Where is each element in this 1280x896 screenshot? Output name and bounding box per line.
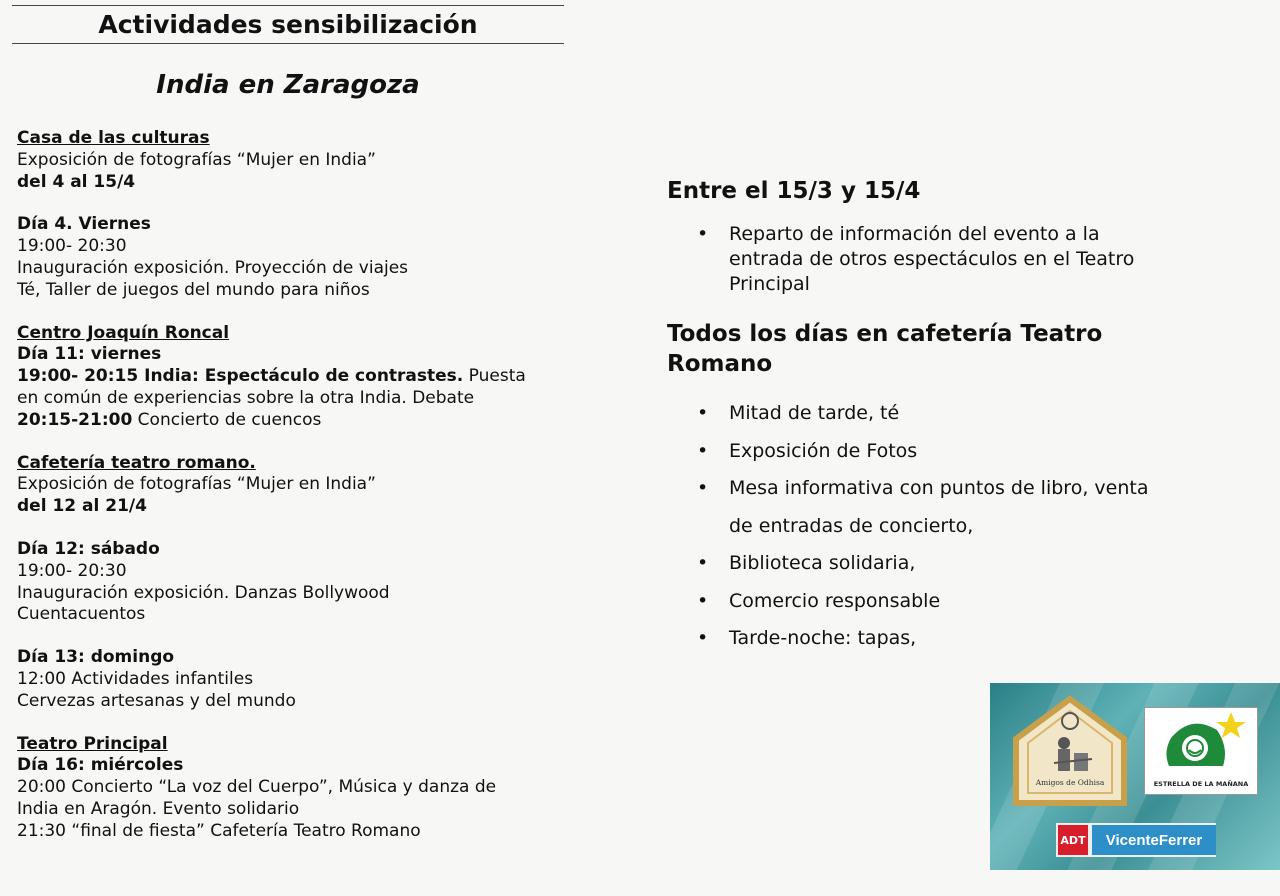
vicente-ferrer-logo (1056, 823, 1216, 857)
bullet-icon: • (697, 477, 709, 499)
bullet-icon: • (697, 402, 709, 424)
bullet-list-daily (667, 395, 1227, 658)
day-title: Día 4. Viernes (17, 214, 151, 235)
section-text: Cuentacuentos (17, 604, 146, 625)
section-text: en común de experiencias sobre la otra India. Debate (17, 387, 475, 408)
section-text: Inauguración exposición. Danzas Bollywood (17, 582, 390, 603)
section-text: 21:30 “final de fiesta” Cafetería Teatro Romano (17, 820, 421, 841)
bullet-icon: • (697, 552, 709, 574)
page-title: Actividades sensibilización (98, 10, 478, 39)
section-dates: del 12 al 21/4 (17, 496, 147, 517)
time-text: 19:00- 20:30 (17, 560, 127, 581)
highlights-column (667, 176, 1227, 658)
header-rule-bottom (12, 43, 564, 44)
section-dia-12 (17, 539, 577, 626)
estrella-de-la-manana-logo (1144, 707, 1258, 795)
section-text (17, 366, 577, 388)
header-rule-top (12, 5, 564, 6)
page-subtitle: India en Zaragoza (156, 70, 420, 100)
section-text: Té, Taller de juegos del mundo para niños (17, 279, 370, 300)
bullet-list-info (667, 222, 1227, 297)
day-title: Día 12: sábado (17, 538, 160, 559)
section-title: Cafetería teatro romano. (17, 452, 256, 473)
section-title: Teatro Principal (17, 733, 168, 754)
heading-date-range: Entre el 15/3 y 15/4 (667, 178, 921, 204)
day-title: Día 13: domingo (17, 647, 175, 668)
estrella-emblem-icon (1145, 708, 1257, 794)
svg-text:ESTRELLA DE LA MAÑANA: ESTRELLA DE LA MAÑANA (1153, 780, 1249, 788)
sponsor-logos-panel (990, 683, 1280, 870)
list-item: • Comercio responsable (667, 583, 1227, 621)
section-centro-roncal (17, 323, 577, 432)
list-item: • Mitad de tarde, té (667, 395, 1227, 433)
section-text: Exposición de fotografías “Mujer en India” (17, 474, 376, 495)
vicente-ferrer-mark-icon: ADT (1058, 825, 1088, 855)
section-text: Cervezas artesanas y del mundo (17, 690, 296, 711)
section-cafeteria (17, 453, 577, 518)
section-text: Inauguración exposición. Proyección de viajes (17, 257, 409, 278)
list-item: • Tarde-noche: tapas, (667, 620, 1227, 658)
bullet-icon: • (697, 627, 709, 649)
section-dates: del 4 al 15/4 (17, 171, 136, 192)
svg-text:Amigos de Odhisa: Amigos de Odhisa (1035, 778, 1105, 787)
section-text: 20:00 Concierto “La voz del Cuerpo”, Música y danza de (17, 777, 497, 798)
day-title: Día 11: viernes (17, 344, 162, 365)
list-item: • Reparto de información del evento a la entrada de otros espectáculos en el Teatro Principal (697, 223, 1135, 295)
event-text: Concierto de cuencos (132, 409, 322, 430)
section-teatro-principal (17, 734, 577, 843)
schedule-column (17, 128, 577, 864)
section-text: Exposición de fotografías “Mujer en India” (17, 149, 376, 170)
section-dia-4 (17, 214, 577, 301)
list-item: • Exposición de Fotos (667, 433, 1227, 471)
bullet-icon: • (697, 439, 709, 462)
section-text: India en Aragón. Evento solidario (17, 798, 300, 819)
bullet-icon: • (697, 589, 709, 612)
amigos-de-odhisa-logo (1010, 693, 1130, 808)
vicente-ferrer-wordmark: VicenteFerrer (1092, 825, 1216, 855)
section-text: 12:00 Actividades infantiles (17, 668, 254, 689)
heading-daily-cafeteria: Todos los días en cafetería Teatro Romano (667, 321, 1103, 377)
section-title: Centro Joaquín Roncal (17, 322, 230, 343)
section-text (17, 410, 577, 432)
bullet-icon: • (697, 223, 709, 245)
list-item: • Mesa informativa con puntos de libro, venta de entradas de concierto, (667, 470, 1227, 545)
section-dia-13 (17, 647, 577, 712)
event-time-bold: 20:15-21:00 (17, 409, 133, 430)
day-title: Día 16: miércoles (17, 755, 184, 776)
event-text: Puesta (463, 366, 526, 387)
section-casa-culturas (17, 128, 577, 193)
time-text: 19:00- 20:30 (17, 236, 127, 257)
list-item: • Biblioteca solidaria, (667, 545, 1227, 583)
section-title: Casa de las culturas (17, 128, 210, 148)
event-time-bold: 19:00- 20:15 India: Espectáculo de contrastes. (17, 366, 464, 387)
